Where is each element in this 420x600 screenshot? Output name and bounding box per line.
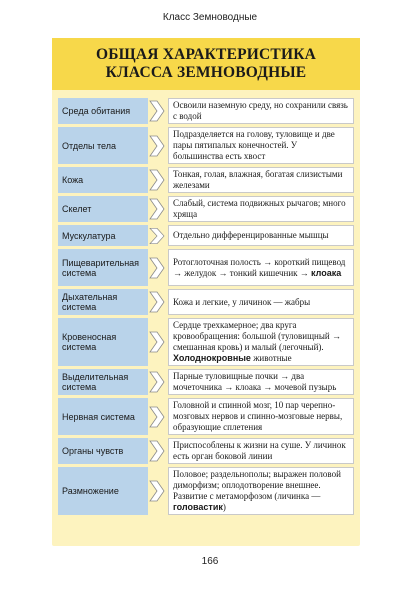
characteristics-table (58, 98, 354, 518)
description-text: Головной и спинной мозг, 10 пар черепно-мозговых нервов и спинно-мозговые нервы, образующие сплетения (173, 400, 343, 432)
description-text: Приспособлены к жизни на суше. У личинок есть орган боковой линии (173, 440, 346, 461)
row-label: Кожа (58, 167, 148, 193)
running-head: Класс Земноводные (162, 12, 258, 23)
chevron-right-icon (148, 369, 168, 395)
description-text: Кожа и легкие, у личинок — жабры (173, 296, 311, 307)
page-number: 166 (201, 556, 219, 567)
title-band (52, 38, 360, 90)
row-description (168, 289, 354, 315)
table-row (58, 318, 354, 366)
description-text: Сердце трехкамерное; два круга кровообращения: большой (туловищный → смешанная кровь) и малый (легочный). (173, 320, 341, 352)
row-label: Мускулатура (58, 225, 148, 246)
table-row (58, 398, 354, 435)
chevron-right-icon (148, 467, 168, 515)
row-description (168, 467, 354, 515)
description-text: Парные туловищные почки → два мочеточника → клоака → мочевой пузырь (173, 371, 337, 392)
row-label: Размножение (58, 467, 148, 515)
description-text: Тонкая, голая, влажная, богатая слизистыми железами (173, 169, 343, 190)
description-emphasis: Холоднокровные (173, 353, 251, 363)
table-row (58, 249, 354, 286)
description-emphasis: клоака (311, 267, 342, 278)
row-description (168, 369, 354, 395)
row-description (168, 127, 354, 164)
table-row (58, 167, 354, 193)
chevron-right-icon (148, 98, 168, 124)
chevron-right-icon (148, 127, 168, 164)
table-row (58, 196, 354, 222)
title-line-1: ОБЩАЯ ХАРАКТЕРИСТИКА (95, 46, 317, 63)
row-label: Пищеварительная система (58, 249, 148, 286)
description-text: Слабый, система подвижных рычагов; много хряща (173, 198, 346, 219)
title-line-2: КЛАССА ЗЕМНОВОДНЫЕ (105, 64, 307, 81)
chevron-right-icon (148, 196, 168, 222)
table-row (58, 127, 354, 164)
description-text: Освоили наземную среду, но сохранили связь с водой (173, 100, 348, 121)
description-tail: ) (222, 502, 226, 512)
row-label: Скелет (58, 196, 148, 222)
row-description (168, 167, 354, 193)
chevron-right-icon (148, 289, 168, 315)
row-description (168, 438, 354, 464)
table-row (58, 225, 354, 246)
row-label: Отделы тела (58, 127, 148, 164)
row-description (168, 225, 354, 246)
row-description (168, 196, 354, 222)
description-text: Ротоглоточная полость → короткий пищевод → желудок → тонкий кишечник → (173, 256, 346, 278)
row-label: Выделительная система (58, 369, 148, 395)
chevron-right-icon (148, 225, 168, 246)
row-description (168, 98, 354, 124)
table-row (58, 369, 354, 395)
row-label: Среда обитания (58, 98, 148, 124)
row-description (168, 398, 354, 435)
chevron-right-icon (148, 438, 168, 464)
description-text: Отдельно дифференцированные мышцы (173, 230, 329, 240)
row-label: Дыхательная система (58, 289, 148, 315)
table-row (58, 289, 354, 315)
description-text: Подразделяется на голову, туловище и две пары пятипалых конечностей. У большинства есть хвост (173, 129, 335, 161)
table-row (58, 438, 354, 464)
characteristics-panel (52, 38, 360, 546)
row-label: Органы чувств (58, 438, 148, 464)
table-row (58, 98, 354, 124)
description-emphasis: головастик (173, 502, 223, 512)
chevron-right-icon (148, 398, 168, 435)
description-text: Половое; раздельнополы; выражен половой диморфизм; оплодотворение внешнее. Развитие с метаморфозом (личинка — (173, 469, 341, 501)
chevron-right-icon (148, 167, 168, 193)
row-label: Нервная система (58, 398, 148, 435)
row-description (168, 249, 354, 286)
row-label: Кровеносная система (58, 318, 148, 366)
description-tail: животные (253, 353, 292, 363)
chevron-right-icon (148, 249, 168, 286)
table-row (58, 467, 354, 515)
chevron-right-icon (148, 318, 168, 366)
row-description (168, 318, 354, 366)
